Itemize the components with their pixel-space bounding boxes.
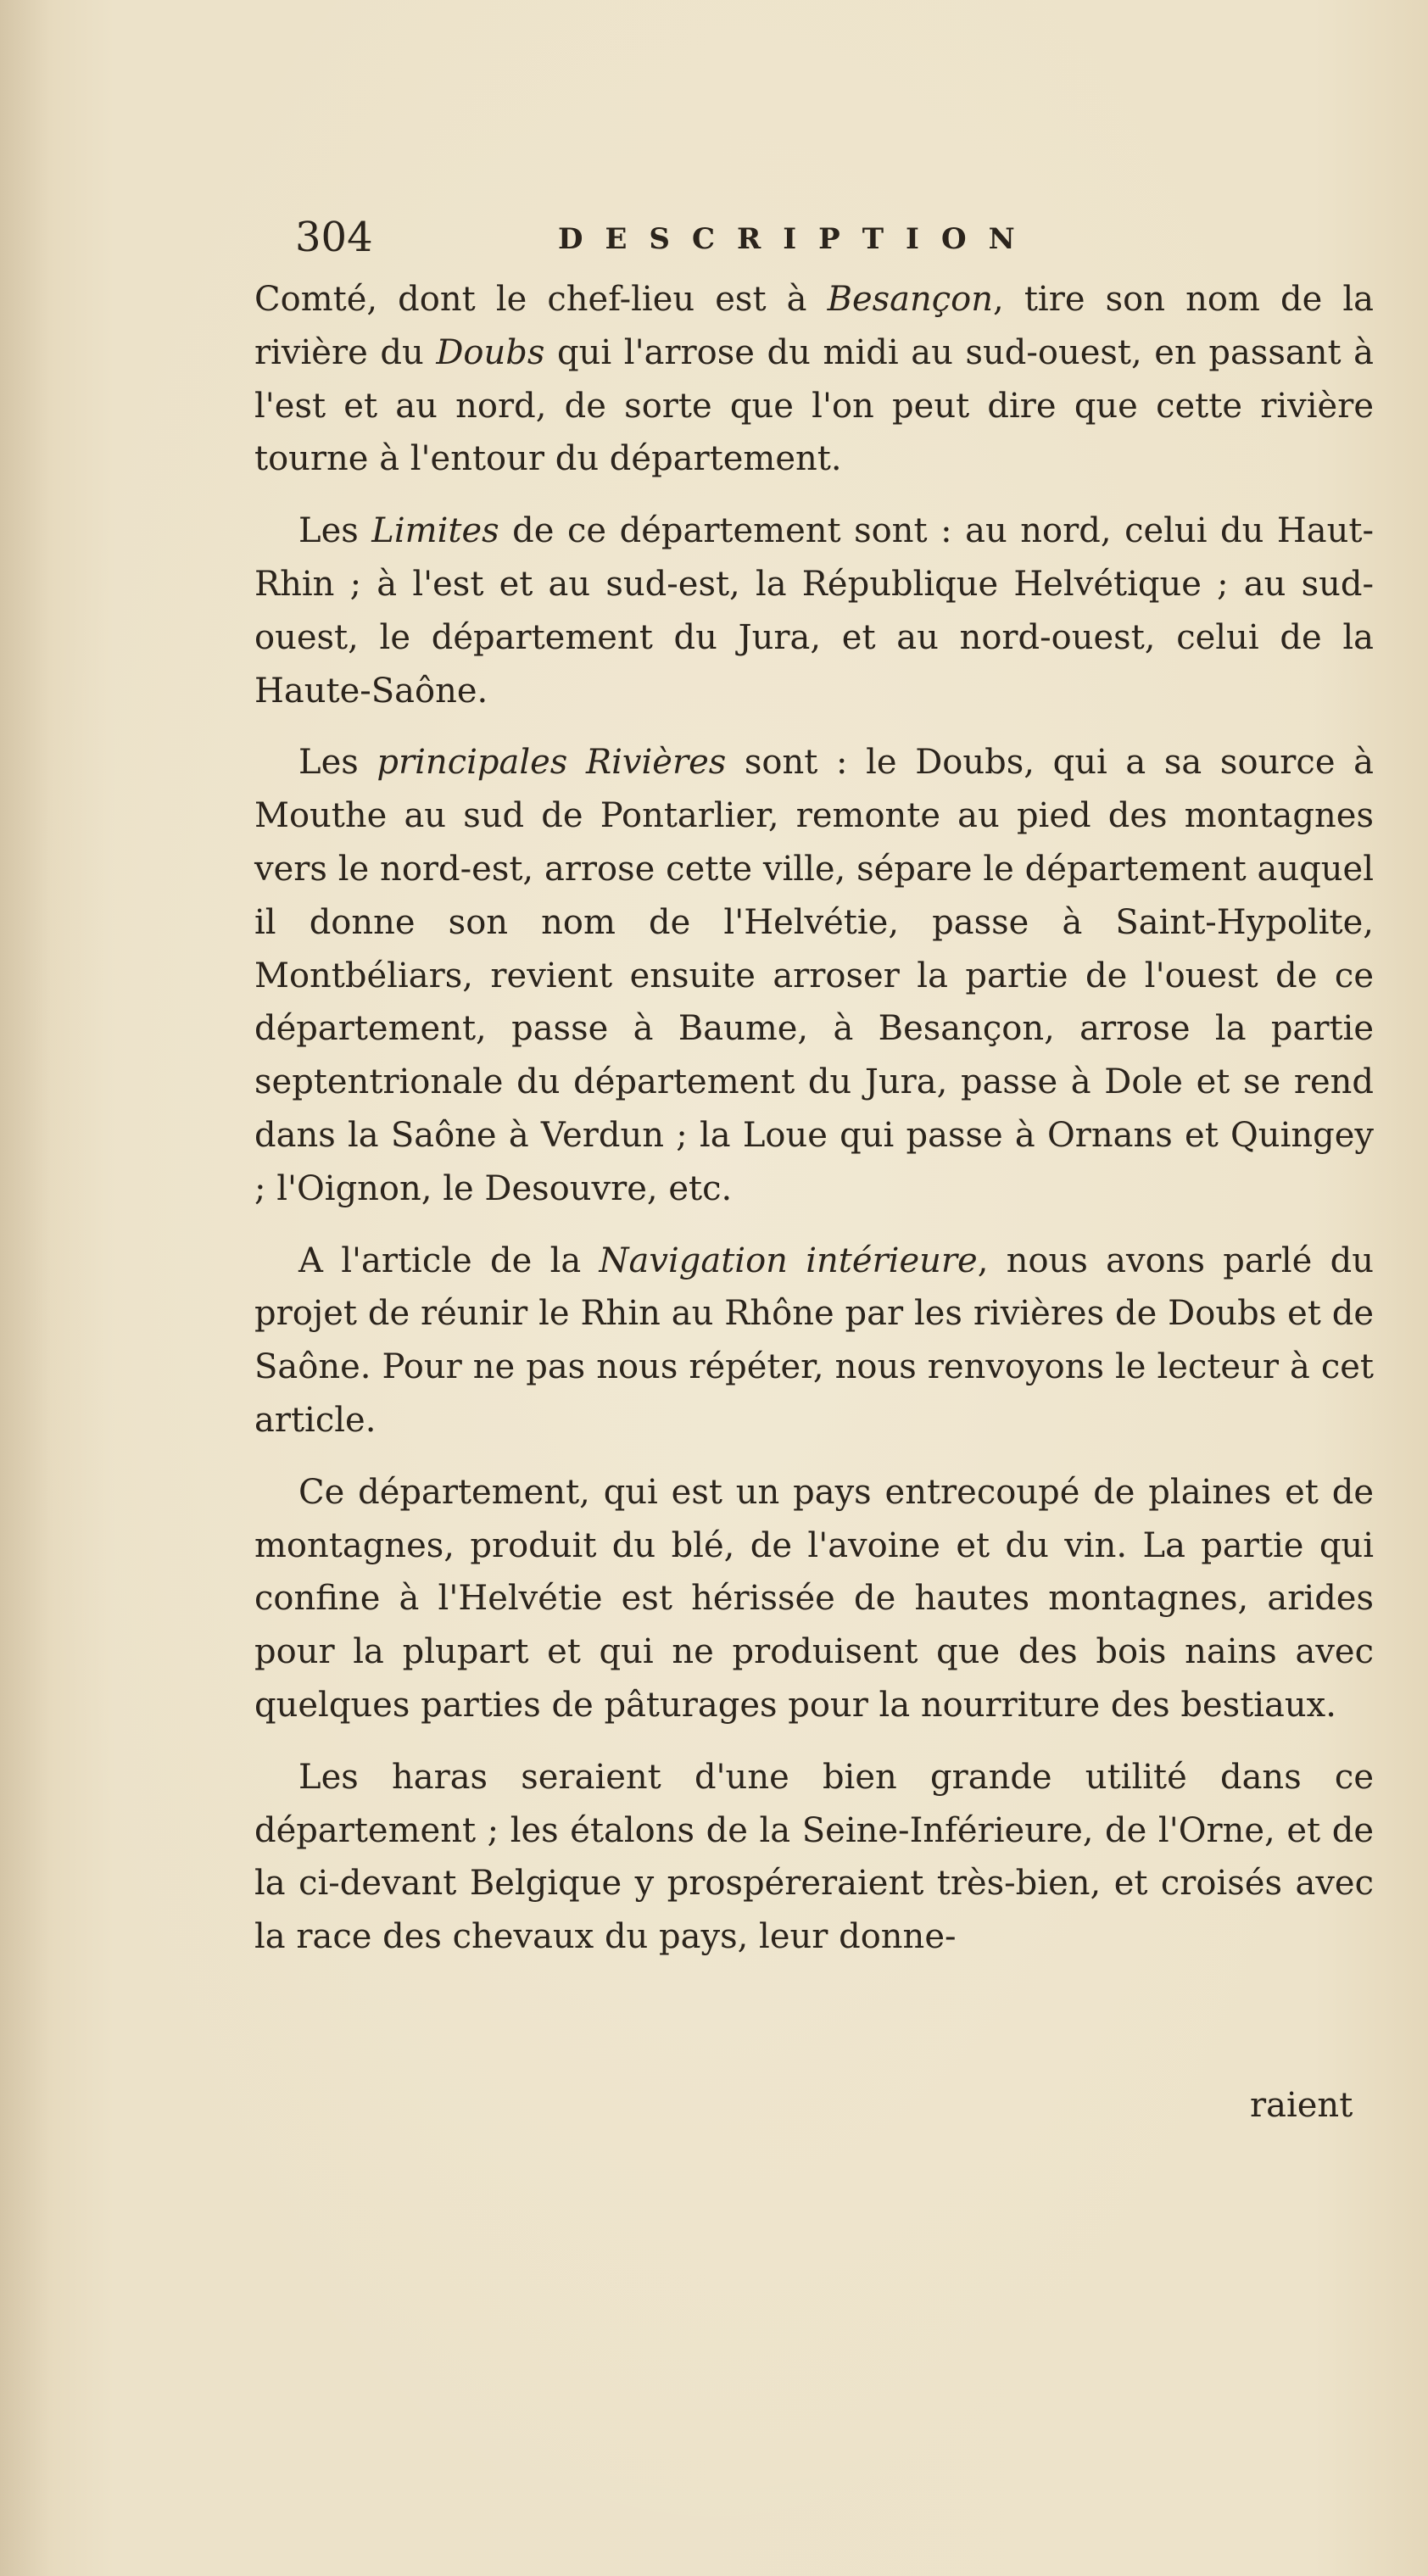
page-header [295,212,1143,263]
paragraph [254,505,1374,717]
italic-text: Besançon [827,280,994,319]
body-text [254,273,1374,1964]
paragraph-text: de ce département sont : au nord, celui du Haut-Rhin ; à l'est et au sud-est, la République Helvétique ; au sud-ouest, le département du Jura, et au nord-ouest, celui de la Haute-Saône. [254,511,1374,711]
italic-text: Navigation intérieure [599,1241,978,1280]
paragraph-text: Les [298,511,372,551]
paragraph-text: qui l'arrose du midi au sud-ouest, en passant à l'est et au nord, de sorte que l'on peut dire que cette rivière tourne à l'entour du département. [254,332,1374,479]
paragraph [254,1235,1374,1447]
paragraph-text: Comté, dont le chef-lieu est à [254,280,828,319]
running-head: DESCRIPTION [558,222,1037,256]
paragraph-text: Les haras seraient d'une bien grande utilité dans ce département ; les étalons de la Seine-Inférieure, de l'Orne, et de la ci-devant Belgique y prospéreraient très-bien, et croisés avec la race des chevaux du pays, leur donne- [254,1757,1374,1957]
italic-text: Limites [371,511,499,551]
paragraph-text: , nous avons parlé du projet de réunir le Rhin au Rhône par les rivières de Doubs et de Saône. Pour ne pas nous répéter, nous renvoyons le lecteur à cet article. [254,1241,1374,1440]
paragraph [254,1466,1374,1732]
italic-text: Doubs [436,332,545,372]
gutter-shadow [0,0,51,2576]
paragraph [254,1751,1374,1964]
paragraph-text: , tire son nom de la rivière du [254,280,1374,372]
page-number: 304 [295,214,373,261]
paragraph-text: sont : le Doubs, qui a sa source à Mouthe au sud de Pontarlier, remonte au pied des montagnes vers le nord-est, arrose cette ville, sépare le département auquel il donne son nom de l'Helvétie, passe à Saint-Hypolite, Montbéliars, revient ensuite arroser la partie de l'ouest de ce département, passe à Baume, à Besançon, arrose la partie septentrionale du département du Jura, passe à Dole et se rend dans la Saône à Verdun ; la Loue qui passe à Ornans et Quingey ; l'Oignon, le Desouvre, etc. [254,743,1374,1208]
italic-text: principales Rivières [377,743,727,783]
paragraph [254,273,1374,486]
paragraph-text: Les [298,743,377,783]
catchword: raient [1250,2086,1353,2125]
paragraph [254,736,1374,1215]
paragraph-text: A l'article de la [298,1241,600,1280]
paragraph-text: Ce département, qui est un pays entrecoupé de plaines et de montagnes, produit du blé, de l'avoine et du vin. La partie qui confine à l'Helvétie est hérissée de hautes montagnes, arides pour la plupart et qui ne produisent que des bois nains avec quelques parties de pâturages pour la nourriture des bestiaux. [254,1472,1374,1725]
